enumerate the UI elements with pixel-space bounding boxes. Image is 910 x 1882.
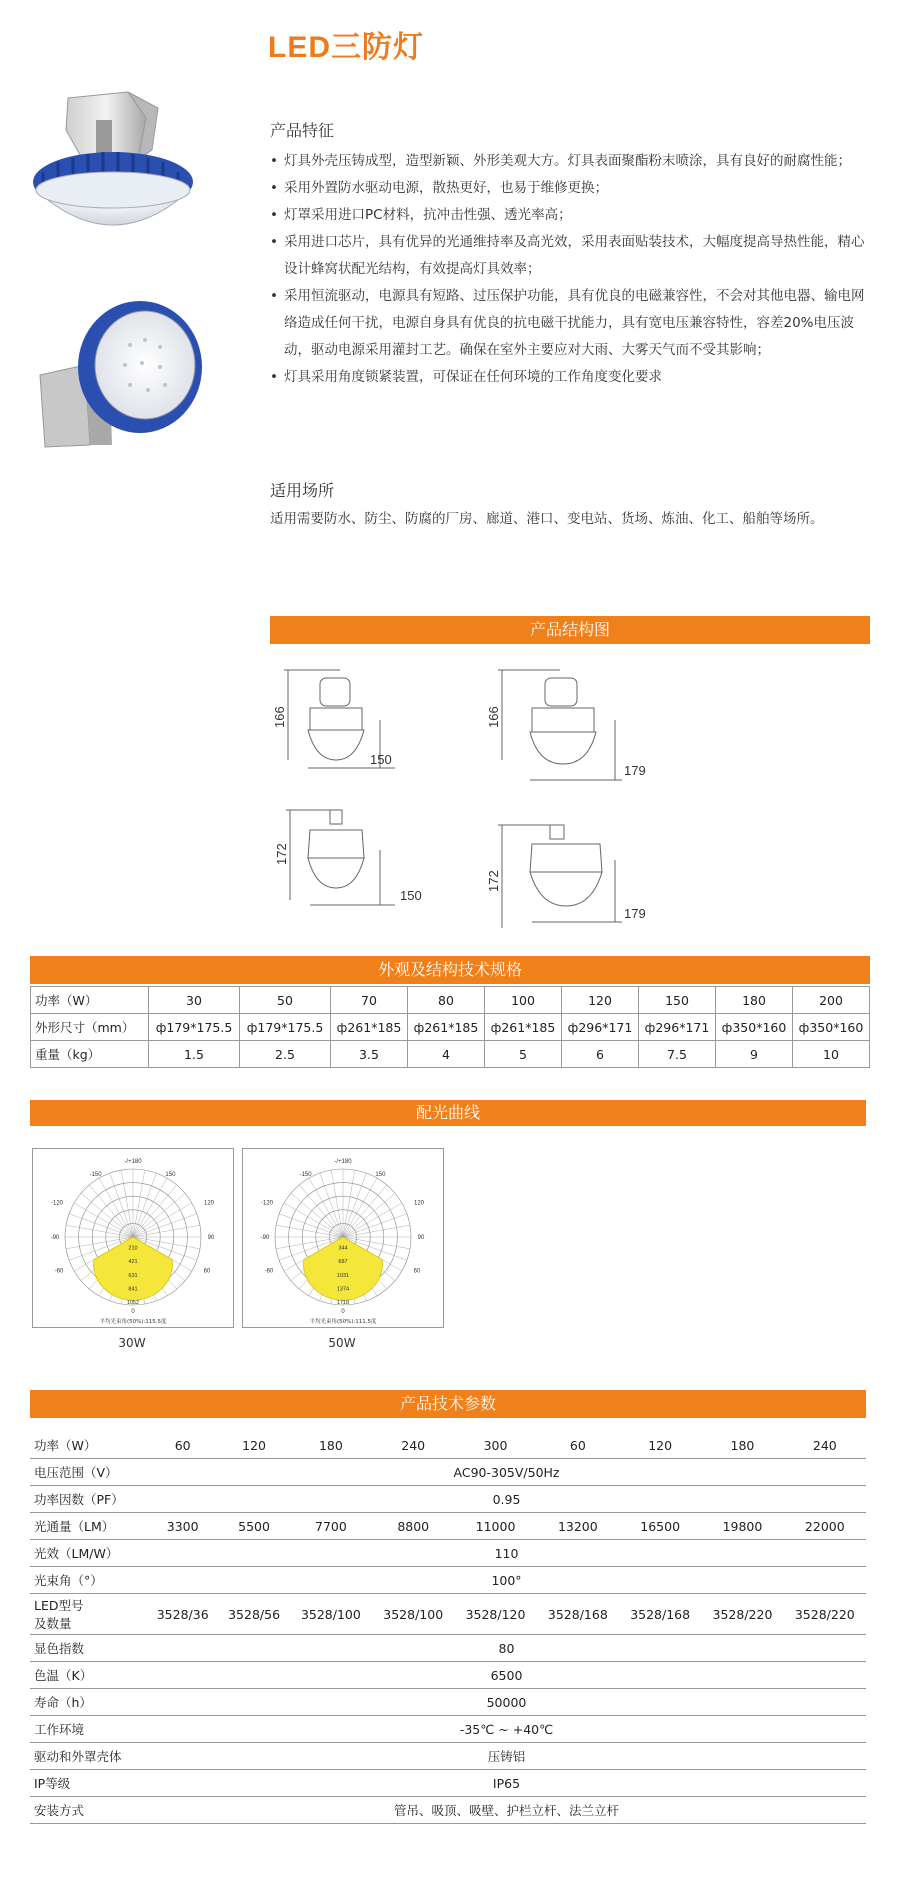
structure-heading-bar: 产品结构图 <box>270 616 870 644</box>
tech-cell: -35℃ ~ +40℃ <box>147 1716 866 1743</box>
tech-cell: 50000 <box>147 1689 866 1716</box>
spec-cell: 70 <box>331 987 408 1014</box>
tech-cell: 60 <box>537 1432 619 1459</box>
tech-cell: 19800 <box>701 1513 783 1540</box>
tech-row-efficacy <box>30 1540 866 1567</box>
tech-cell: 3528/100 <box>290 1594 372 1635</box>
feature-item: • 灯罩采用进口PC材料，抗冲击性强、透光率高； <box>270 202 870 229</box>
spec-row-label: 重量（kg） <box>31 1041 149 1068</box>
application-heading: 适用场所 <box>270 481 335 500</box>
polar-angle-label: 150 <box>375 1171 386 1178</box>
dim-height-3: 172 <box>274 843 289 865</box>
polar-ring-value: 841 <box>128 1286 138 1293</box>
tech-row-beam <box>30 1567 866 1594</box>
tech-row-pf <box>30 1486 866 1513</box>
polar-footnote: 平均光束角(50%):111.5度 <box>309 1319 377 1325</box>
spec-cell: 200 <box>793 987 870 1014</box>
spec-cell: ф350*160 <box>793 1014 870 1041</box>
dim-height-2: 166 <box>486 706 501 728</box>
feature-item: • 灯具采用角度锁紧装置，可保证在任何环境的工作角度变化要求 <box>270 364 870 391</box>
tech-cell: 管吊、吸顶、吸壁、护栏立杆、法兰立杆 <box>147 1797 866 1824</box>
tech-cell: 3528/168 <box>537 1594 619 1635</box>
features-list <box>270 148 870 391</box>
spec-cell: 10 <box>793 1041 870 1068</box>
polar-angle-label: -/+180 <box>334 1159 352 1165</box>
tech-row-housing <box>30 1743 866 1770</box>
tech-cell: 120 <box>619 1432 701 1459</box>
polar-angle-label: -90 <box>50 1235 60 1241</box>
spec-cell: 30 <box>149 987 240 1014</box>
tech-cell: IP65 <box>147 1770 866 1797</box>
tech-cell: AC90-305V/50Hz <box>147 1459 866 1486</box>
polar-caption-50w: 50W <box>328 1336 356 1350</box>
polar-angle-label: 120 <box>413 1200 425 1207</box>
tech-row-label <box>30 1594 147 1635</box>
feature-item: • 采用外置防水驱动电源，散热更好，也易于维修更换； <box>270 175 870 202</box>
product-photo-angled <box>30 295 210 455</box>
dim-width-3: 150 <box>400 888 422 903</box>
tech-cell: 13200 <box>537 1513 619 1540</box>
tech-cell: 7700 <box>290 1513 372 1540</box>
tech-cell: 3528/36 <box>147 1594 218 1635</box>
spec-row <box>31 1014 870 1041</box>
spec-cell: 7.5 <box>639 1041 716 1068</box>
polar-angle-label: -120 <box>260 1200 274 1207</box>
tech-row-label: 光束角（°） <box>30 1567 147 1594</box>
polar-ring-value: 1052 <box>126 1300 140 1306</box>
polar-angle-label: -150 <box>299 1171 312 1178</box>
spec-cell: ф179*175.5 <box>149 1014 240 1041</box>
polar-ring-value: 631 <box>128 1272 138 1279</box>
tech-cell: 120 <box>218 1432 289 1459</box>
polar-ring-value: 210 <box>128 1245 138 1252</box>
tech-row-cct <box>30 1662 866 1689</box>
curves-heading-bar: 配光曲线 <box>30 1100 866 1126</box>
polar-ring-value: 344 <box>338 1245 348 1252</box>
tech-row-life <box>30 1689 866 1716</box>
tech-row-label: 安装方式 <box>30 1797 147 1824</box>
polar-angle-label: 120 <box>203 1200 215 1207</box>
dim-width-4: 179 <box>624 906 646 921</box>
tech-cell: 110 <box>147 1540 866 1567</box>
polar-angle-label: 90 <box>417 1235 425 1241</box>
polar-angle-label: -120 <box>50 1200 64 1207</box>
tech-cell: 3528/220 <box>701 1594 783 1635</box>
features-heading: 产品特征 <box>270 121 335 140</box>
spec-cell: 9 <box>716 1041 793 1068</box>
tech-cell: 240 <box>784 1432 866 1459</box>
tech-row-label: IP等级 <box>30 1770 147 1797</box>
spec-cell: 120 <box>562 987 639 1014</box>
polar-chart-50w <box>242 1148 444 1328</box>
spec-cell: ф296*171 <box>639 1014 716 1041</box>
spec-cell: ф261*185 <box>331 1014 408 1041</box>
spec-cell: 80 <box>408 987 485 1014</box>
polar-ring-value: 1031 <box>336 1272 350 1279</box>
polar-angle-label: -60 <box>54 1268 64 1275</box>
polar-ring-value: 687 <box>338 1259 348 1266</box>
page-title: LED三防灯 <box>268 31 424 64</box>
tech-cell: 8800 <box>372 1513 454 1540</box>
tech-row-cri <box>30 1635 866 1662</box>
tech-cell: 3528/220 <box>784 1594 866 1635</box>
polar-angle-label: -90 <box>260 1235 270 1241</box>
polar-angle-label: 90 <box>207 1235 215 1241</box>
polar-caption-30w: 30W <box>118 1336 146 1350</box>
tech-cell: 3528/100 <box>372 1594 454 1635</box>
tech-cell: 0.95 <box>147 1486 866 1513</box>
tech-cell: 16500 <box>619 1513 701 1540</box>
spec-cell: 50 <box>240 987 331 1014</box>
tech-cell: 180 <box>701 1432 783 1459</box>
polar-angle-label: 150 <box>165 1171 176 1178</box>
tech-cell: 3528/168 <box>619 1594 701 1635</box>
tech-cell: 3528/56 <box>218 1594 289 1635</box>
spec-row-label: 外形尺寸（mm） <box>31 1014 149 1041</box>
spec-cell: 100 <box>485 987 562 1014</box>
polar-angle-label: 0 <box>131 1309 135 1315</box>
tech-cell: 3300 <box>147 1513 218 1540</box>
tech-row-env <box>30 1716 866 1743</box>
tech-cell: 100° <box>147 1567 866 1594</box>
polar-angle-label: -150 <box>89 1171 102 1178</box>
tech-row-mount <box>30 1797 866 1824</box>
polar-ring-value: 1374 <box>336 1286 350 1293</box>
tech-row-lumen <box>30 1513 866 1540</box>
spec-cell: 3.5 <box>331 1041 408 1068</box>
tech-cell: 80 <box>147 1635 866 1662</box>
polar-ring-value: 421 <box>128 1259 138 1266</box>
spec-heading-bar: 外观及结构技术规格 <box>30 956 870 984</box>
spec-row <box>31 987 870 1014</box>
spec-cell: ф296*171 <box>562 1014 639 1041</box>
tech-cell: 300 <box>454 1432 536 1459</box>
feature-item: • 采用进口芯片，具有优异的光通维持率及高光效，采用表面贴装技术，大幅度提高导热性能，精心设计蜂窝状配光结构，有效提高灯具效率； <box>270 229 870 283</box>
tech-row-label: 显色指数 <box>30 1635 147 1662</box>
application-text: 适用需要防水、防尘、防腐的厂房、廊道、港口、变电站、货场、炼油、化工、船舶等场所。 <box>270 511 824 527</box>
tech-cell: 60 <box>147 1432 218 1459</box>
tech-row-label: 工作环境 <box>30 1716 147 1743</box>
feature-item: • 采用恒流驱动，电源具有短路、过压保护功能，具有优良的电磁兼容性，不会对其他电器、输电网络造成任何干扰，电源自身具有优良的抗电磁干扰能力，具有宽电压兼容特性，容差20%电压波动，驱动电源采用灌封工艺。确保在室外主要应对大雨、大雾天气而不受其影响； <box>270 283 870 364</box>
spec-row <box>31 1041 870 1068</box>
tech-table <box>30 1432 866 1824</box>
polar-angle-label: -/+180 <box>124 1159 142 1165</box>
tech-cell: 240 <box>372 1432 454 1459</box>
tech-row-label: 光通量（LM） <box>30 1513 147 1540</box>
polar-chart-30w <box>32 1148 234 1328</box>
spec-cell: ф350*160 <box>716 1014 793 1041</box>
tech-label-line: 及数量 <box>34 1616 72 1631</box>
tech-row-ip <box>30 1770 866 1797</box>
spec-cell: 2.5 <box>240 1041 331 1068</box>
spec-row-label: 功率（W） <box>31 987 149 1014</box>
dim-height-1: 166 <box>272 706 287 728</box>
spec-cell: 180 <box>716 987 793 1014</box>
spec-cell: 5 <box>485 1041 562 1068</box>
tech-label-line: LED型号 <box>34 1598 84 1613</box>
spec-cell: ф261*185 <box>485 1014 562 1041</box>
polar-ring-value: 1718 <box>336 1300 350 1306</box>
tech-cell: 6500 <box>147 1662 866 1689</box>
dim-width-1: 150 <box>370 752 392 767</box>
spec-table <box>30 986 870 1068</box>
tech-cell: 22000 <box>784 1513 866 1540</box>
tech-cell: 180 <box>290 1432 372 1459</box>
tech-row-led <box>30 1594 866 1635</box>
polar-angle-label: 60 <box>413 1268 421 1275</box>
polar-footnote: 平均光束角(50%):115.5度 <box>99 1319 167 1325</box>
structure-drawings <box>270 660 690 940</box>
tech-row-label: 驱动和外罩壳体 <box>30 1743 147 1770</box>
tech-row-label: 色温（K） <box>30 1662 147 1689</box>
product-photo-pendant <box>28 90 218 260</box>
tech-cell: 3528/120 <box>454 1594 536 1635</box>
spec-cell: ф179*175.5 <box>240 1014 331 1041</box>
tech-row-label: 功率（W） <box>30 1432 147 1459</box>
tech-cell: 5500 <box>218 1513 289 1540</box>
tech-cell: 压铸铝 <box>147 1743 866 1770</box>
spec-cell: 1.5 <box>149 1041 240 1068</box>
tech-row-label: 功率因数（PF） <box>30 1486 147 1513</box>
spec-cell: 150 <box>639 987 716 1014</box>
tech-row-voltage <box>30 1459 866 1486</box>
tech-row-label: 寿命（h） <box>30 1689 147 1716</box>
polar-angle-label: 0 <box>341 1309 345 1315</box>
tech-heading-bar: 产品技术参数 <box>30 1390 866 1418</box>
tech-cell: 11000 <box>454 1513 536 1540</box>
dim-height-4: 172 <box>486 870 501 892</box>
dim-width-2: 179 <box>624 763 646 778</box>
tech-row-label: 光效（LM/W） <box>30 1540 147 1567</box>
tech-row-label: 电压范围（V） <box>30 1459 147 1486</box>
spec-cell: 4 <box>408 1041 485 1068</box>
feature-item: • 灯具外壳压铸成型，造型新颖、外形美观大方。灯具表面聚酯粉末喷涂，具有良好的耐腐性能； <box>270 148 870 175</box>
polar-angle-label: -60 <box>264 1268 274 1275</box>
tech-row-power <box>30 1432 866 1459</box>
spec-cell: 6 <box>562 1041 639 1068</box>
spec-cell: ф261*185 <box>408 1014 485 1041</box>
polar-angle-label: 60 <box>203 1268 211 1275</box>
